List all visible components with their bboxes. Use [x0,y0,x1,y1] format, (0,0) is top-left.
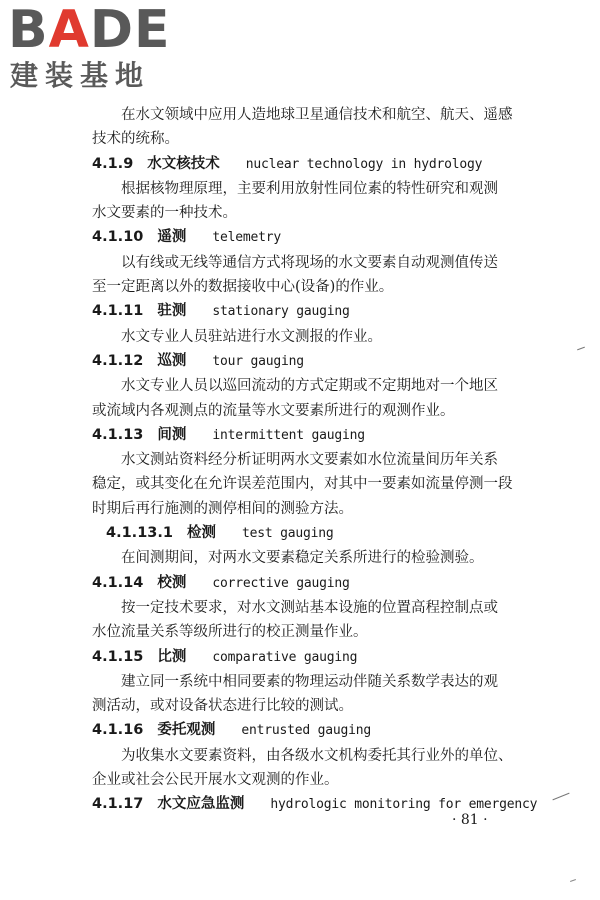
term-heading [92,299,512,324]
term-number: 4.1.10 [92,229,144,246]
logo-subtitle: 建装基地 [10,59,151,92]
term-heading [92,349,512,374]
paragraph-line: 在间测期间，对两水文要素稳定关系所进行的检验测验。 [121,550,484,567]
paragraph-line: 水文专业人员驻站进行水文测报的作业。 [121,328,382,345]
paragraph-continuation: 技术的统称。 [92,131,179,148]
paragraph-line: 按一定技术要求，对水文测站基本设施的位置高程控制点或 [121,599,498,616]
scan-mark [552,793,569,801]
term-english: nuclear technology in hydrology [245,156,483,172]
term-heading [92,792,538,817]
term-number: 4.1.14 [92,574,144,591]
paragraph-line: 水文测站资料经分析证明两水文要素如水位流量间历年关系 [121,452,498,469]
document-body [92,103,538,818]
logo-wordmark: BADE [8,0,171,60]
scan-mark [577,347,585,351]
term-english: test gauging [241,526,334,542]
bade-logo [8,2,178,94]
term-number: 4.1.11 [92,303,144,320]
term-heading [106,521,512,546]
term-english: hydrologic monitoring for emergency [270,797,538,813]
term-chinese: 检测 [186,524,216,542]
term-heading [92,423,512,448]
paragraph-continuation: 至一定距离以外的数据接收中心(设备)的作业。 [92,279,394,296]
term-english: comparative gauging [212,649,358,665]
term-chinese: 水文应急监测 [157,795,245,813]
term-heading [92,718,512,743]
term-chinese: 校测 [157,573,187,591]
term-heading [92,645,512,670]
term-chinese: 比测 [157,647,187,665]
term-heading [92,152,512,177]
term-chinese: 驻测 [157,302,187,320]
paragraph-line: 建立同一系统中相同要素的物理运动伴随关系数学表达的观 [121,673,498,690]
paragraph-line: 水文专业人员以巡回流动的方式定期或不定期地对一个地区 [121,378,498,395]
term-number: 4.1.17 [92,796,144,813]
term-english: telemetry [212,230,282,246]
paragraph-line: 为收集水文要素资料，由各级水文机构委托其行业外的单位、 [121,747,513,764]
logo-accent-letter: A [48,0,90,60]
term-number: 4.1.13.1 [106,525,173,542]
paragraph-continuation: 稳定，或其变化在允许误差范围内，对其中一要素如流量停测一段 [92,476,513,493]
paragraph-continuation: 时期后再行施测的测停相间的测验方法。 [92,500,353,517]
paragraph-continuation: 企业或社会公民开展水文观测的作业。 [92,772,339,789]
term-number: 4.1.9 [92,155,134,172]
paragraph-continuation: 水文要素的一种技术。 [92,205,237,222]
term-english: entrusted gauging [241,723,372,739]
term-chinese: 巡测 [157,351,187,369]
term-number: 4.1.16 [92,722,144,739]
paragraph-continuation: 测活动，或对设备状态进行比较的测试。 [92,698,353,715]
term-chinese: 委托观测 [157,721,216,739]
term-chinese: 间测 [157,425,187,443]
term-english: corrective gauging [212,575,350,591]
term-heading [92,225,512,250]
term-chinese: 遥测 [157,228,187,246]
term-number: 4.1.13 [92,426,144,443]
term-english: intermittent gauging [212,427,365,443]
paragraph-continuation: 或流域内各观测点的流量等水文要素所进行的观测作业。 [92,402,455,419]
paragraph-line: 根据核物理原理，主要利用放射性同位素的特性研究和观测 [121,180,498,197]
term-english: tour gauging [212,353,304,369]
term-heading [92,571,512,596]
paragraph-line: 在水文领域中应用人造地球卫星通信技术和航空、航天、遥感 [121,107,513,123]
term-chinese: 水文核技术 [147,154,220,172]
page-number: · 81 · [452,812,488,828]
term-english: stationary gauging [212,304,350,320]
paragraph-continuation: 水位流量关系等级所进行的校正测量作业。 [92,624,368,641]
paragraph-line: 以有线或无线等通信方式将现场的水文要素自动观测值传送 [121,254,498,271]
scan-mark [570,879,576,882]
term-number: 4.1.12 [92,352,144,369]
term-number: 4.1.15 [92,648,144,665]
